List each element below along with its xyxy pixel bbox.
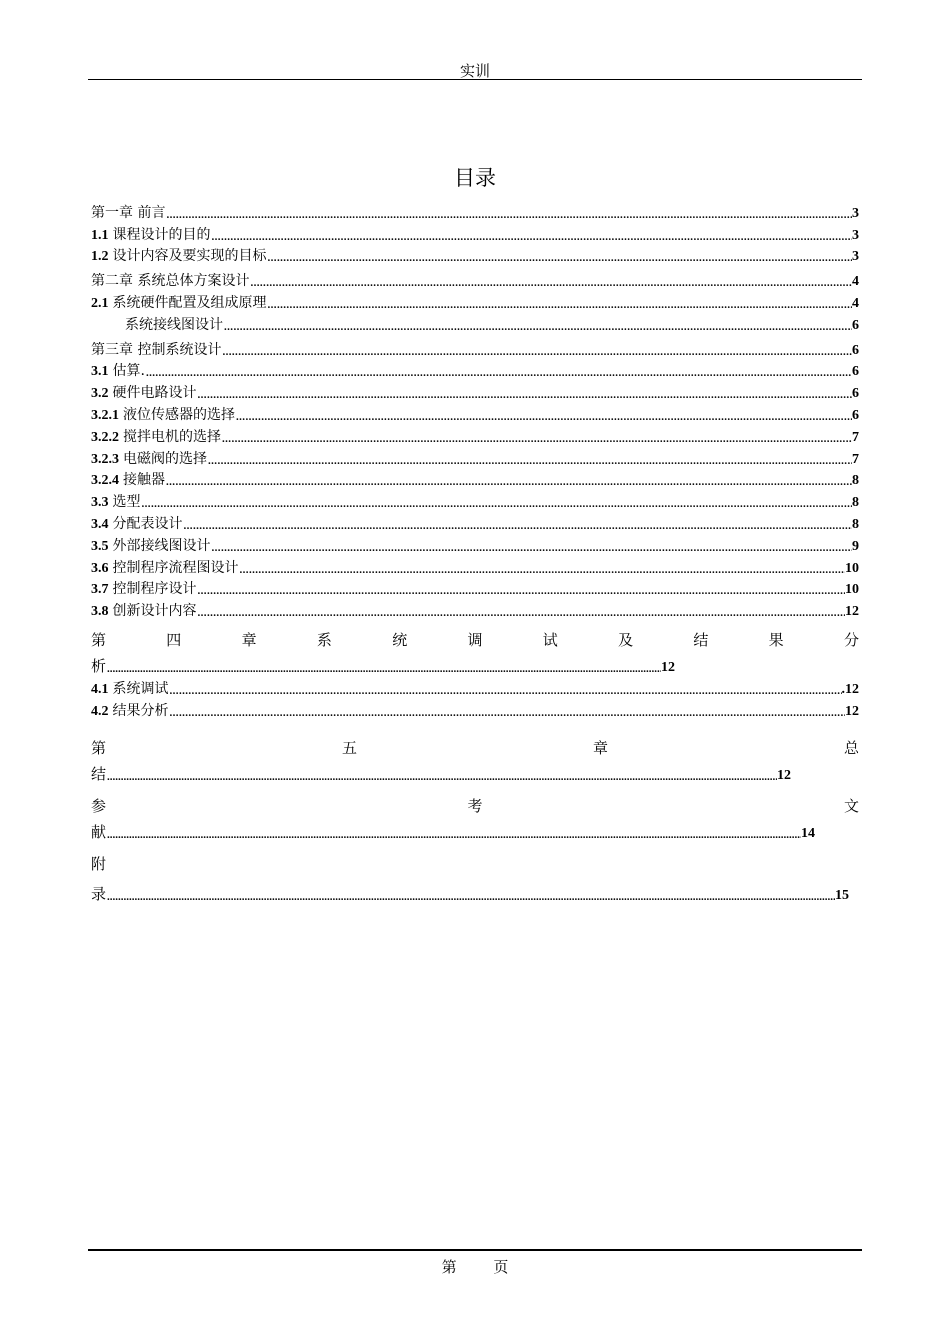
dot-leader (221, 345, 852, 359)
toc-entry-page: 3 (852, 227, 859, 243)
page-header-title: 实训 (459, 62, 490, 80)
toc-entry[interactable] (91, 577, 859, 599)
appendix-title-spread (91, 850, 859, 874)
toc-entry-page: 6 (852, 386, 859, 402)
toc-entry-page: 8 (852, 516, 859, 532)
toc-entry-text: 电磁阀的选择 (123, 450, 207, 467)
dot-leader (169, 706, 846, 720)
dot-leader (165, 208, 852, 222)
toc-entry-label (91, 448, 207, 468)
references-page: 14 (801, 825, 815, 841)
toc-entry-number: 3.2.2 (91, 429, 119, 445)
spread-title-char: 结 (693, 631, 709, 650)
toc-entry-page: 6 (852, 342, 859, 358)
spread-title-char: 总 (843, 738, 859, 757)
dot-leader (106, 890, 835, 904)
chapter-5-tail-text: 结 (91, 764, 107, 783)
toc-entry-page: .12 (841, 681, 859, 697)
toc-entry-page: 6 (852, 364, 859, 380)
dot-leader (267, 251, 853, 265)
toc-entry-page: 3 (852, 249, 859, 265)
toc-entry-number: 4.2 (91, 703, 109, 719)
toc-entry-page: 12 (845, 703, 859, 719)
toc-entry-number: 3.5 (91, 538, 109, 554)
toc-entry-label (91, 245, 267, 265)
footer-left: 第 (441, 1258, 457, 1276)
toc-entry-label (91, 678, 169, 698)
chapter-4-title-tail[interactable] (91, 650, 675, 676)
footer-divider (88, 1249, 862, 1251)
toc-entry[interactable] (91, 676, 859, 698)
dot-leader (145, 366, 852, 380)
toc-entry-page: 10 (845, 560, 859, 576)
toc-entry-label (91, 270, 249, 290)
spread-title-char: 第 (91, 631, 107, 650)
toc-entry-text: 估算. (112, 363, 145, 380)
toc-entry[interactable] (91, 200, 859, 222)
dot-leader (106, 662, 661, 676)
toc-entry[interactable] (91, 337, 859, 359)
dot-leader (211, 541, 853, 555)
toc-entry-label (91, 360, 145, 380)
toc-entry-label (91, 469, 165, 489)
toc-entry-page: 8 (852, 473, 859, 489)
toc-entry-text: 课程设计的目的 (112, 226, 211, 243)
spread-title-char: 考 (467, 796, 483, 815)
toc-entry[interactable] (91, 380, 859, 402)
toc-entry-text: 分配表设计 (112, 515, 183, 532)
spread-title-char: 调 (467, 631, 483, 650)
toc-entry-label (91, 404, 235, 424)
toc-entry-number: 1.1 (91, 227, 109, 243)
toc-entry[interactable] (91, 424, 859, 446)
toc-entry[interactable] (91, 359, 859, 381)
toc-entry-page: 4 (852, 274, 859, 290)
chapter-4-tail-text: 析 (91, 657, 107, 676)
toc-entry[interactable] (91, 511, 859, 533)
spread-title-char: 统 (392, 631, 408, 650)
references-title-spread (91, 792, 859, 816)
dot-leader (106, 828, 801, 842)
toc-entry-label (91, 224, 211, 244)
chapter-4-page: 12 (661, 660, 675, 676)
dot-leader (239, 563, 846, 577)
spread-title-char: 四 (166, 631, 182, 650)
chapter-5-title-spread (91, 734, 859, 758)
toc-entry-text: 控制程序设计 (112, 581, 197, 598)
toc-entry-label (91, 426, 221, 446)
toc-entry-text: 选型 (112, 494, 141, 511)
dot-leader (183, 519, 853, 533)
spread-title-char: 及 (618, 631, 634, 650)
toc-entry-page: 10 (845, 582, 859, 598)
spread-title-char: 第 (91, 738, 107, 757)
toc-entry-number: 3.4 (91, 516, 109, 532)
toc-entry-label (91, 535, 211, 555)
toc-entry-page: 7 (852, 451, 859, 467)
toc-entry-label (91, 578, 197, 598)
toc-entry-text: 接触器 (123, 472, 165, 489)
toc-entry-text: 第三章 控制系统设计 (91, 341, 222, 358)
toc-entry[interactable] (91, 402, 859, 424)
dot-leader (165, 475, 852, 489)
toc-entry[interactable] (91, 598, 859, 620)
appendix-tail-text: 录 (91, 884, 107, 903)
toc-entry-text: 系统接线图设计 (125, 316, 223, 333)
dot-leader (169, 684, 842, 698)
dot-leader (223, 320, 852, 334)
references-title-tail[interactable] (91, 816, 815, 842)
dot-leader (267, 298, 853, 312)
dot-leader (207, 454, 852, 468)
toc-entry-label (91, 700, 169, 720)
toc-entry-page: 7 (852, 429, 859, 445)
toc-entry-text: 系统硬件配置及组成原理 (112, 294, 267, 311)
toc-entry-label (91, 513, 183, 533)
table-of-contents (91, 200, 859, 904)
toc-entry-page: 6 (852, 317, 859, 333)
toc-entry[interactable] (91, 244, 859, 266)
toc-entry-text: 设计内容及要实现的目标 (112, 248, 267, 265)
toc-entry-text: 创新设计内容 (112, 603, 197, 620)
spread-title-char: 分 (843, 631, 859, 650)
header-divider (88, 79, 862, 80)
toc-entry-number: 3.2 (91, 386, 109, 402)
dot-leader (197, 584, 846, 598)
toc-entry[interactable] (91, 446, 859, 468)
toc-entry-page: 6 (852, 407, 859, 423)
toc-entry[interactable] (91, 533, 859, 555)
toc-entry-text: 第二章 系统总体方案设计 (91, 273, 250, 290)
toc-entry-page: 8 (852, 495, 859, 511)
toc-entry-text: 结果分析 (112, 702, 169, 719)
dot-leader (235, 410, 852, 424)
toc-entry-text: 外部接线图设计 (112, 537, 211, 554)
references-tail-text: 献 (91, 822, 107, 841)
spread-title-char: 试 (542, 631, 558, 650)
chapter-5-title-tail[interactable] (91, 758, 791, 784)
toc-entry-number: 3.7 (91, 582, 109, 598)
toc-entry[interactable] (91, 555, 859, 577)
toc-entry[interactable] (91, 468, 859, 490)
toc-entry-label (91, 382, 197, 402)
toc-entry-number: 3.1 (91, 364, 109, 380)
toc-entry-page: 3 (852, 205, 859, 221)
appendix-title-tail[interactable] (91, 878, 849, 904)
toc-entry-text: 硬件电路设计 (112, 385, 197, 402)
toc-entry-page: 9 (852, 538, 859, 554)
toc-entry-number: 3.2.3 (91, 451, 119, 467)
appendix-first-char: 附 (91, 854, 107, 873)
toc-entry[interactable] (91, 489, 859, 511)
footer-right: 页 (493, 1258, 509, 1276)
dot-leader (141, 497, 853, 511)
toc-entry-number: 3.3 (91, 495, 109, 511)
appendix-page: 15 (835, 887, 849, 903)
dot-leader (106, 770, 777, 784)
dot-leader (221, 432, 852, 446)
toc-entry[interactable] (91, 268, 859, 290)
dot-leader (211, 230, 853, 244)
toc-entry-text: 控制程序流程图设计 (112, 559, 239, 576)
toc-entry-text: 液位传感器的选择 (123, 406, 235, 423)
spread-title-char: 果 (768, 631, 784, 650)
dot-leader (197, 606, 846, 620)
chapter-4-title-spread (91, 626, 859, 650)
spread-title-char: 参 (91, 796, 107, 815)
toc-entry-label (91, 600, 197, 620)
toc-entry-number: 1.2 (91, 249, 109, 265)
toc-entry-text: 第一章 前言 (91, 204, 166, 221)
page-footer (0, 1256, 950, 1277)
toc-entry-text: 系统调试 (112, 680, 169, 697)
toc-entry-label (91, 292, 267, 312)
toc-heading: 目录 (454, 166, 496, 190)
spread-title-char: 文 (843, 796, 859, 815)
dot-leader (249, 276, 852, 290)
toc-entry-number: 3.8 (91, 604, 109, 620)
toc-entry-label (91, 314, 223, 334)
chapter-5-page: 12 (777, 767, 791, 783)
toc-entry[interactable] (91, 222, 859, 244)
spread-title-char: 章 (592, 738, 608, 757)
dot-leader (197, 388, 853, 402)
toc-entry-page: 12 (845, 604, 859, 620)
spread-title-char: 系 (316, 631, 332, 650)
toc-entry-label (91, 339, 221, 359)
toc-entry[interactable] (91, 698, 859, 720)
toc-entry-number: 2.1 (91, 295, 109, 311)
toc-entry-number: 4.1 (91, 681, 109, 697)
toc-entry[interactable] (91, 290, 859, 312)
spread-title-char: 五 (341, 738, 357, 757)
toc-entry-label (91, 491, 141, 511)
toc-entry-number: 3.2.4 (91, 473, 119, 489)
toc-entry-label (91, 202, 165, 222)
toc-entry-number: 3.6 (91, 560, 109, 576)
toc-entry-page: 4 (852, 295, 859, 311)
spread-title-char: 章 (241, 631, 257, 650)
toc-entry-text: 搅拌电机的选择 (123, 428, 221, 445)
toc-entry-label (91, 557, 239, 577)
toc-entry[interactable] (91, 312, 859, 334)
toc-entry-number: 3.2.1 (91, 407, 119, 423)
